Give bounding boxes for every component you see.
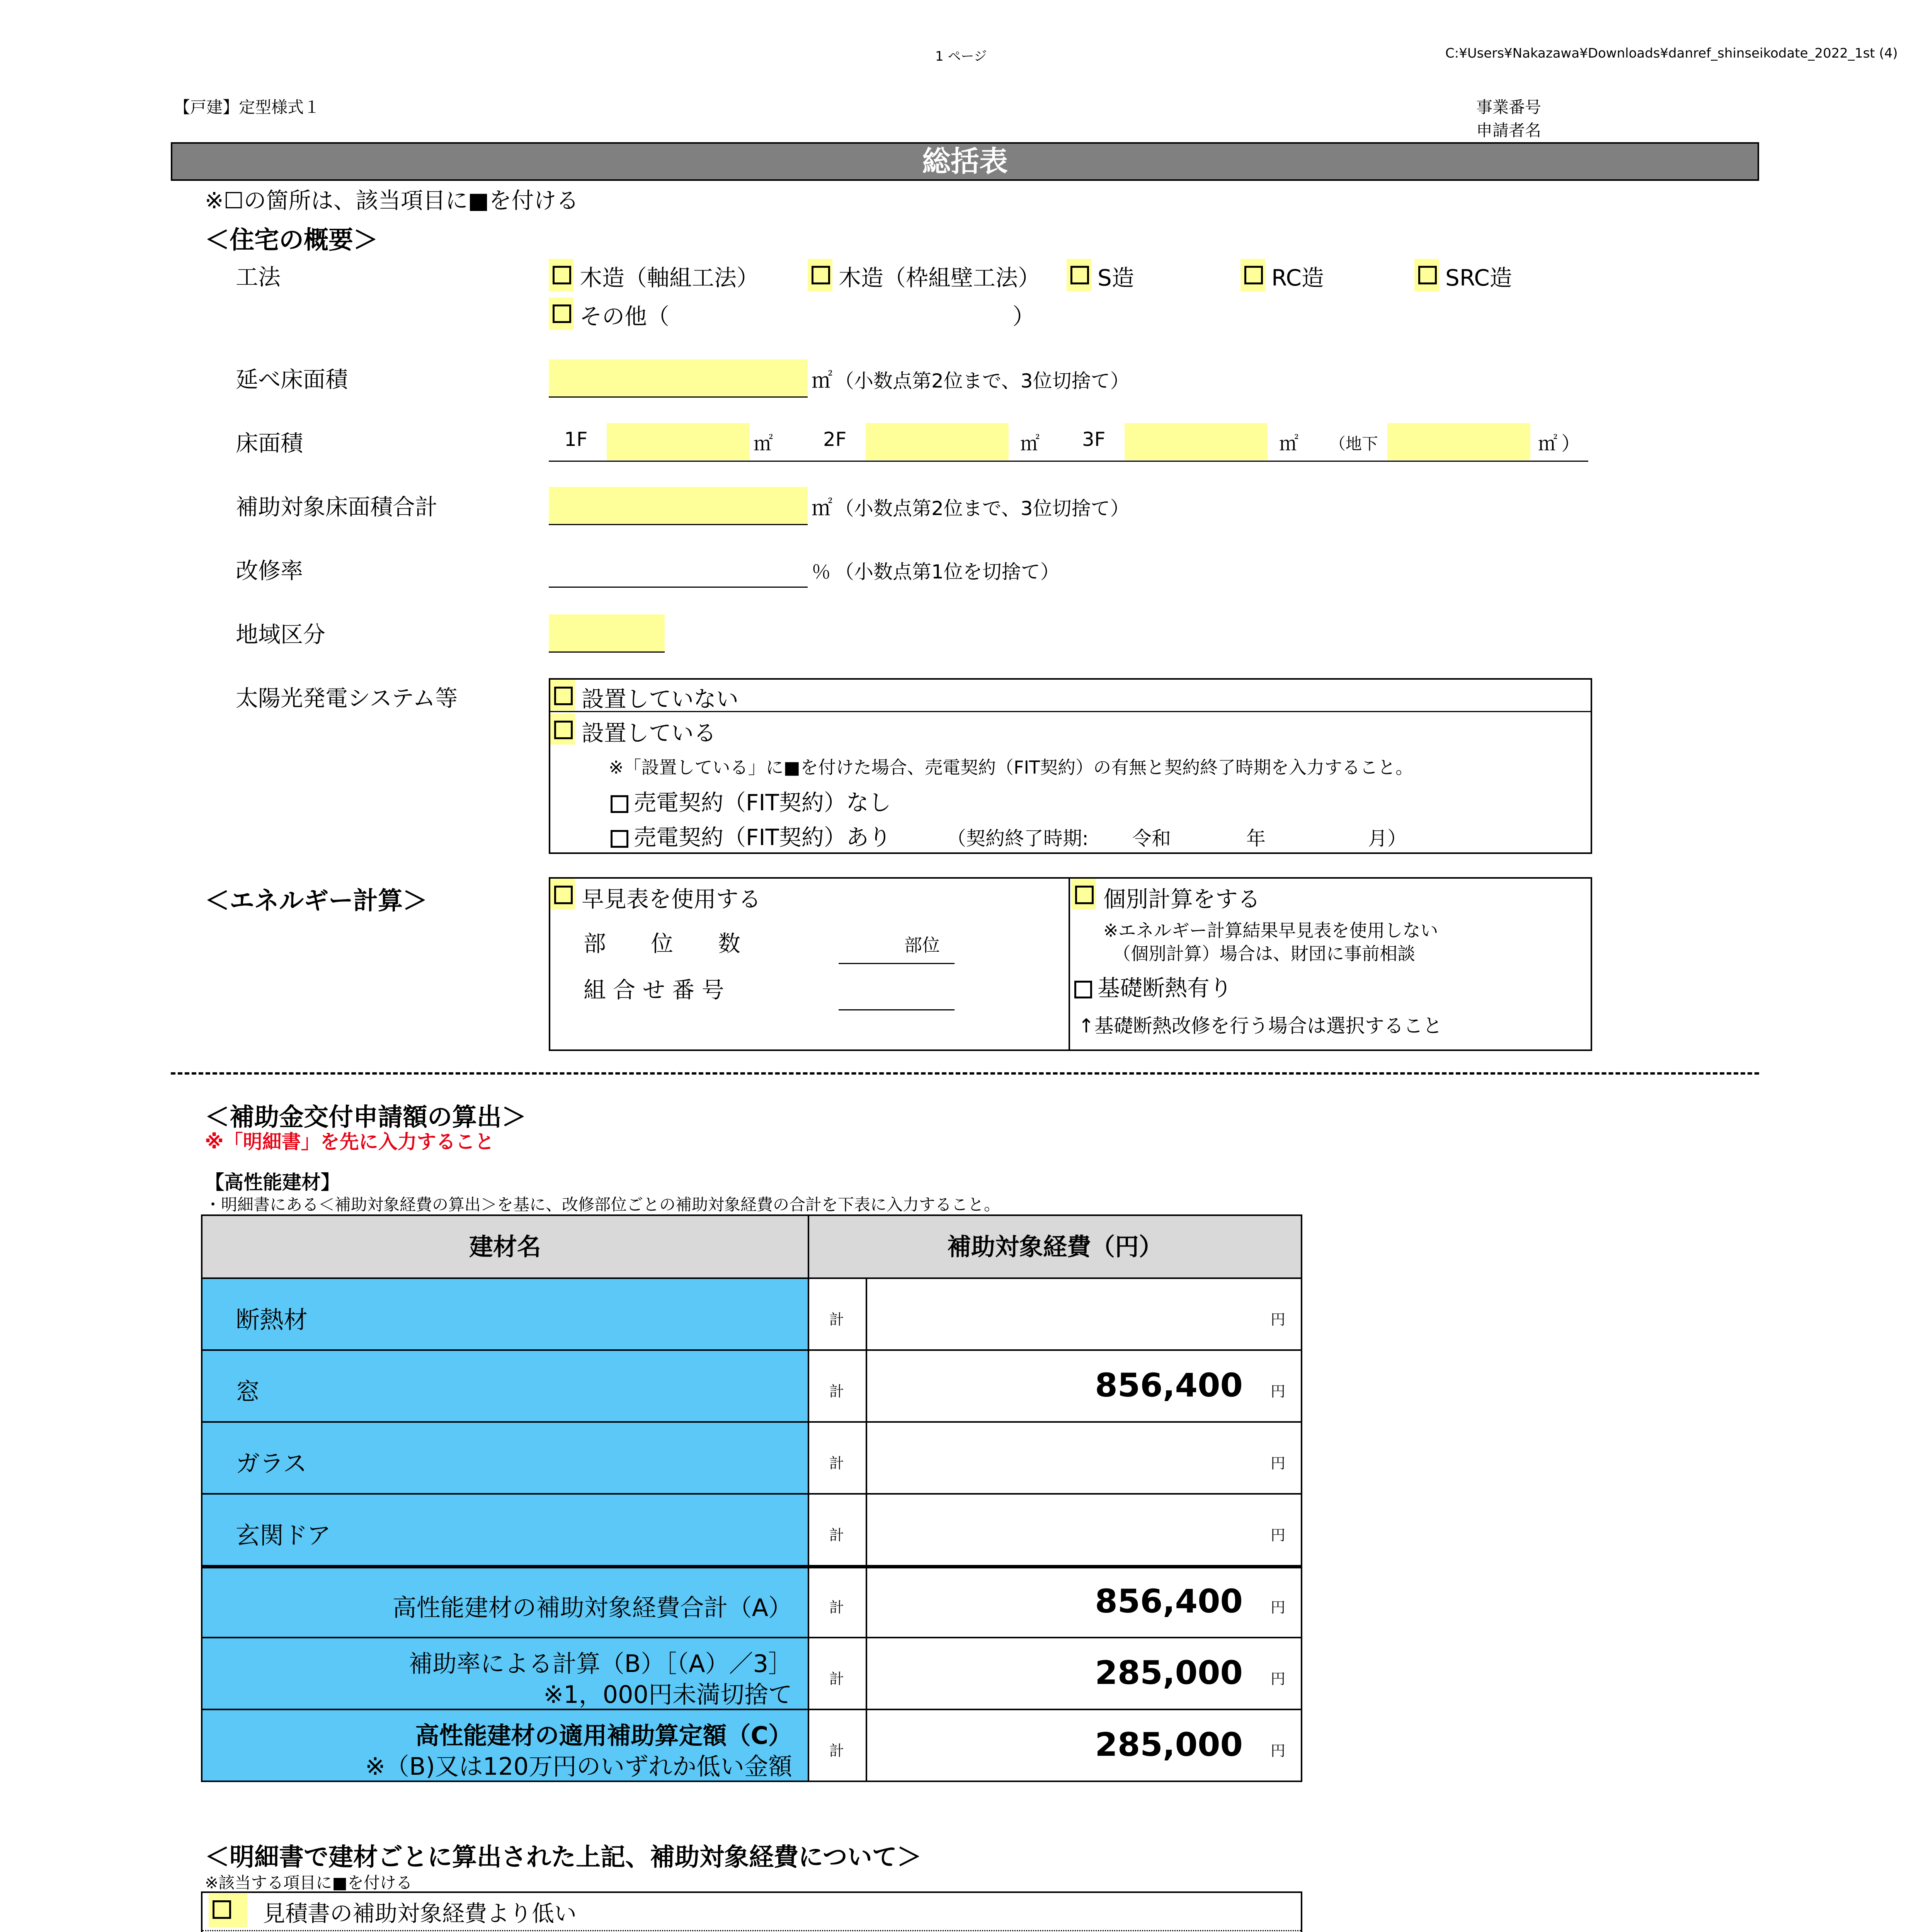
foundation-note: ↑基礎断熱改修を行う場合は選択すること: [1078, 1015, 1442, 1037]
solar-label: 太陽光発電システム等: [236, 685, 458, 711]
material-row-3: [201, 1421, 809, 1495]
kei-3: 計: [829, 1455, 844, 1472]
kei-divider-2: [866, 1351, 867, 1421]
part-count-unit: 部位: [904, 935, 940, 956]
foundation-label: 基礎断熱有り: [1098, 975, 1232, 1001]
page-title: 総括表: [171, 142, 1759, 181]
ratio-unit: ％: [812, 561, 831, 583]
fit-reiwa: 令和: [1132, 827, 1171, 850]
subsidy-floor-label: 補助対象床面積合計: [236, 494, 438, 520]
fit-no-checkbox[interactable]: [611, 795, 628, 813]
foundation-option[interactable]: [1074, 970, 1232, 1002]
instruction-note: ※☐の箇所は、該当項目に■を付ける: [205, 187, 579, 214]
basement-label: （地下: [1329, 434, 1378, 453]
estimate-note: ※該当する項目に■を付ける: [205, 1873, 412, 1892]
basement-close: ）: [1561, 432, 1581, 455]
solar-yes-label: 設置している: [582, 720, 716, 746]
solar-note: ※「設置している」に■を付けた場合、売電契約（FIT契約）の有無と契約終了時期を入力すること。: [609, 757, 1414, 778]
fit-year: 年: [1246, 827, 1266, 850]
material-row-1: [201, 1277, 809, 1351]
material-amount-cell-4[interactable]: [808, 1493, 1302, 1566]
method-checkbox-1[interactable]: [549, 259, 573, 291]
col-material-name: 建材名: [201, 1214, 809, 1279]
yen-2: 円: [1270, 1383, 1285, 1400]
kei-divider-1: [866, 1279, 867, 1349]
material-amount-cell-2[interactable]: [808, 1349, 1302, 1423]
b-row: [201, 1637, 809, 1710]
material-name-3: ガラス: [236, 1449, 307, 1478]
individual-note-1: ※エネルギー計算結果早見表を使用しない: [1103, 920, 1438, 941]
material-amount-cell-1[interactable]: [808, 1277, 1302, 1351]
method-checkbox-4[interactable]: [1240, 259, 1265, 291]
region-label: 地域区分: [236, 621, 326, 648]
form-type: 【戸建】定型様式１: [174, 98, 320, 117]
ratio-note: （小数点第1位を切捨て）: [835, 561, 1060, 583]
lower-label: 見積書の補助対象経費より低い: [263, 1900, 577, 1927]
quick-checkbox[interactable]: [550, 879, 575, 910]
c-label-2: ※（B)又は120万円のいずれか低い金額: [365, 1752, 792, 1781]
total-floor-note: （小数点第2位まで、3位切捨て）: [835, 370, 1130, 392]
kei-divider-4: [866, 1495, 867, 1565]
b-label-1: 補助率による計算（B）［（A）／3］: [408, 1650, 792, 1678]
method-checkbox-other[interactable]: [549, 298, 573, 330]
fit-yes-option[interactable]: [611, 819, 891, 852]
solar-none-checkbox[interactable]: [550, 680, 575, 711]
kei-a: 計: [829, 1599, 844, 1616]
individual-label: 個別計算をする: [1103, 886, 1261, 912]
section-separator: [171, 1072, 1759, 1075]
energy-divider: [1069, 877, 1070, 1051]
floor-3f-unit: ㎡: [1279, 432, 1298, 455]
individual-note-2: （個別計算）場合は、財団に事前相談: [1113, 943, 1415, 964]
yen-1: 円: [1270, 1311, 1285, 1328]
housing-heading: ＜住宅の概要＞: [205, 226, 378, 255]
calc-warning: ※「明細書」を先に入力すること: [205, 1131, 494, 1153]
kei-2: 計: [829, 1383, 844, 1400]
project-no-label: 事業番号: [1476, 98, 1542, 117]
materials-heading: 【高性能建材】: [205, 1171, 340, 1194]
kei-divider-3: [866, 1423, 867, 1493]
c-amount: 285,000: [1095, 1726, 1243, 1764]
c-label-1: 高性能建材の適用補助算定額（C）: [415, 1721, 792, 1750]
basement-unit: ㎡: [1538, 432, 1557, 455]
foundation-checkbox[interactable]: [1074, 981, 1092, 998]
estimate-divider: [202, 1930, 1301, 1931]
lower-checkbox[interactable]: [209, 1893, 247, 1927]
method-option-2: 木造（枠組壁工法）: [839, 265, 1041, 291]
b-amount: 285,000: [1095, 1654, 1243, 1692]
energy-heading: ＜エネルギー計算＞: [205, 887, 427, 915]
material-amount-cell-3[interactable]: [808, 1421, 1302, 1495]
materials-note: ・明細書にある＜補助対象経費の算出＞を基に、改修部位ごとの補助対象経費の合計を下表に入力すること。: [205, 1195, 1001, 1214]
col-material-cost: 補助対象経費（円）: [808, 1214, 1302, 1279]
material-name-2: 窓: [236, 1378, 260, 1406]
method-option-3: S造: [1098, 265, 1134, 291]
part-count-label: 部 位 数: [584, 930, 741, 957]
yen-b: 円: [1270, 1670, 1285, 1687]
fit-yes-label: 売電契約（FIT契約）あり: [634, 824, 891, 850]
yen-4: 円: [1270, 1527, 1285, 1544]
material-name-1: 断熱材: [236, 1306, 308, 1334]
yen-c: 円: [1270, 1742, 1285, 1759]
sum-a-label: 高性能建材の補助対象経費合計（A）: [392, 1594, 792, 1622]
method-checkbox-2[interactable]: [808, 259, 832, 291]
kei-divider-b: [866, 1638, 867, 1709]
floor-1f-label: 1F: [564, 428, 588, 451]
calc-heading: ＜補助金交付申請額の算出＞: [205, 1103, 526, 1132]
ratio-label: 改修率: [236, 558, 303, 584]
applicant-label: 申請者名: [1476, 121, 1542, 140]
solar-none-label: 設置していない: [582, 686, 739, 712]
kei-divider-a: [866, 1568, 867, 1637]
material-amount-2[interactable]: 856,400: [1095, 1366, 1243, 1404]
basement-input[interactable]: [1387, 423, 1530, 460]
combo-input[interactable]: [839, 1009, 955, 1010]
method-option-1: 木造（軸組工法）: [580, 265, 759, 291]
fit-yes-checkbox[interactable]: [611, 830, 628, 848]
total-floor-input[interactable]: [549, 359, 808, 398]
floor-underline: [549, 461, 1588, 462]
floor-3f-input[interactable]: [1125, 423, 1268, 460]
individual-checkbox[interactable]: [1071, 879, 1096, 910]
file-path: C:¥Users¥Nakazawa¥Downloads¥danref_shinseikodate_2022_1st (4): [1445, 46, 1898, 61]
material-name-4: 玄関ドア: [236, 1521, 331, 1549]
region-input[interactable]: [549, 614, 665, 653]
method-other-close: ）: [1012, 303, 1035, 330]
b-cell: [808, 1637, 1302, 1710]
total-floor-unit: ㎡: [812, 368, 832, 393]
c-cell: [808, 1709, 1302, 1782]
fit-month: 月）: [1368, 827, 1407, 850]
floor-3f-label: 3F: [1082, 428, 1106, 451]
floor-area-label: 床面積: [236, 430, 303, 456]
method-checkbox-5[interactable]: [1414, 259, 1439, 291]
sum-a-cell: [808, 1565, 1302, 1638]
kei-4: 計: [829, 1527, 844, 1544]
floor-2f-unit: ㎡: [1020, 432, 1040, 455]
sum-a-row: [201, 1565, 809, 1638]
b-label-2: ※1，000円未満切捨て: [543, 1680, 792, 1709]
kei-1: 計: [829, 1311, 844, 1328]
yen-3: 円: [1270, 1455, 1285, 1472]
kei-b: 計: [829, 1670, 844, 1687]
subsidy-floor-unit: ㎡: [812, 496, 832, 520]
kei-divider-c: [866, 1710, 867, 1781]
page-number: 1 ページ: [935, 49, 987, 64]
method-label: 工法: [236, 264, 281, 290]
floor-1f-unit: ㎡: [754, 432, 773, 455]
floor-2f-input[interactable]: [866, 423, 1009, 460]
floor-2f-label: 2F: [823, 428, 847, 451]
yen-a: 円: [1270, 1599, 1285, 1616]
method-checkbox-3[interactable]: [1067, 259, 1091, 291]
estimate-heading: ＜明細書で建材ごとに算出された上記、補助対象経費について＞: [205, 1843, 922, 1872]
fit-end-label: （契約終了時期:: [947, 827, 1089, 850]
material-row-2: [201, 1349, 809, 1423]
total-floor-label: 延べ床面積: [236, 366, 348, 393]
fit-no-label: 売電契約（FIT契約）なし: [634, 789, 891, 816]
subsidy-floor-note: （小数点第2位まで、3位切捨て）: [835, 497, 1130, 520]
c-row: [201, 1709, 809, 1782]
ratio-input[interactable]: [549, 587, 808, 588]
floor-1f-input[interactable]: [607, 423, 750, 460]
kei-c: 計: [829, 1742, 844, 1759]
fit-no-option[interactable]: [611, 784, 891, 817]
sum-a-amount: 856,400: [1095, 1582, 1243, 1620]
quick-label: 早見表を使用する: [582, 886, 761, 912]
method-option-5: SRC造: [1445, 265, 1512, 291]
method-option-4: RC造: [1271, 265, 1324, 291]
method-option-other: その他（: [580, 303, 670, 330]
part-count-input[interactable]: [839, 963, 955, 964]
subsidy-floor-input[interactable]: [549, 487, 808, 525]
solar-yes-checkbox[interactable]: [550, 714, 575, 745]
combo-label: 組 合 せ 番 号: [584, 977, 724, 1003]
material-row-4: [201, 1493, 809, 1566]
